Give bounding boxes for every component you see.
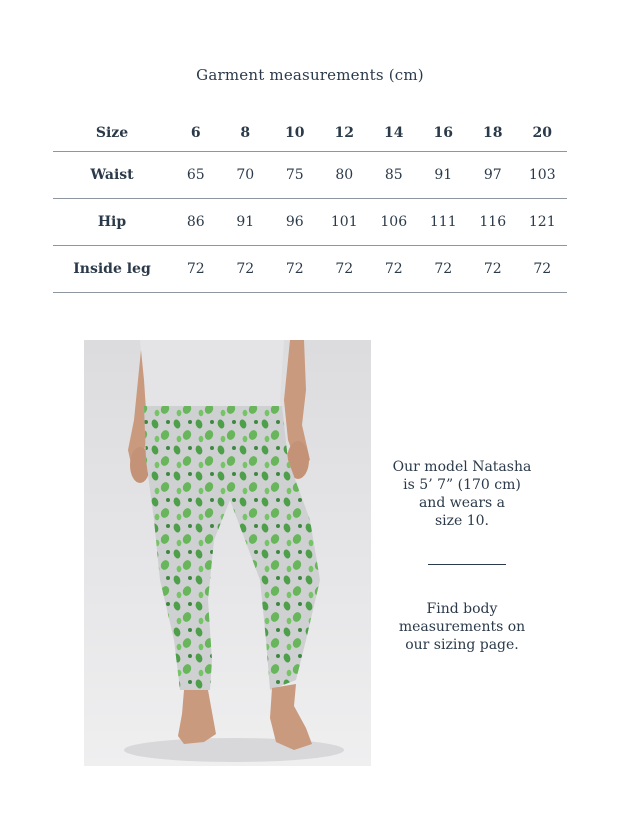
size-cell: 18 <box>483 124 503 141</box>
size-cell: 10 <box>285 124 305 141</box>
size-cell: 20 <box>532 124 552 141</box>
row-label: Waist <box>90 167 134 183</box>
size-header-row <box>53 114 567 152</box>
sizing-note-line: measurements on <box>398 619 526 635</box>
size-cell: 16 <box>433 124 453 141</box>
measurement-cell: 72 <box>236 261 255 277</box>
measurement-cell: 72 <box>384 261 403 277</box>
measurement-cell: 72 <box>483 261 502 277</box>
measurement-cell: 106 <box>380 214 408 230</box>
measurement-cell: 121 <box>528 214 556 230</box>
measurement-cell: 96 <box>285 214 304 230</box>
measurement-cell: 86 <box>186 214 205 230</box>
measurement-cell: 75 <box>285 167 304 183</box>
table-row-inside-leg <box>53 246 567 293</box>
model-info-line: Our model Natasha <box>392 459 532 475</box>
measurement-cell: 72 <box>533 261 552 277</box>
sizing-note-line: Find body <box>426 601 498 617</box>
size-cell: 14 <box>384 124 404 141</box>
model-info-line: is 5’ 7” (170 cm) <box>403 477 521 493</box>
sizing-page-note <box>381 600 543 654</box>
measurement-cell: 97 <box>483 167 502 183</box>
measurement-cell: 116 <box>479 214 507 230</box>
table-row-waist <box>53 152 567 199</box>
divider-rule <box>428 564 506 565</box>
size-cell: 12 <box>334 124 354 141</box>
measurement-cell: 91 <box>434 167 453 183</box>
size-chart-table <box>53 114 567 293</box>
measurement-cell: 85 <box>384 167 403 183</box>
measurements-title: Garment measurements (cm) <box>196 66 424 84</box>
row-label: Hip <box>97 214 127 230</box>
model-info-text <box>381 458 543 530</box>
measurement-cell: 91 <box>236 214 255 230</box>
size-header-label: Size <box>95 124 129 141</box>
measurement-cell: 103 <box>528 167 556 183</box>
measurement-cell: 72 <box>335 261 354 277</box>
row-label: Inside leg <box>73 261 151 277</box>
measurement-cell: 65 <box>186 167 205 183</box>
model-info-line: and wears a <box>418 495 506 511</box>
size-cell: 8 <box>240 124 251 141</box>
measurement-cell: 72 <box>186 261 205 277</box>
measurement-cell: 72 <box>434 261 453 277</box>
model-illustration <box>84 340 371 766</box>
measurement-cell: 70 <box>236 167 255 183</box>
measurement-cell: 80 <box>335 167 354 183</box>
measurement-cell: 101 <box>330 214 358 230</box>
measurement-cell: 72 <box>285 261 304 277</box>
size-cell: 6 <box>190 124 201 141</box>
model-info-line: size 10. <box>434 513 490 529</box>
sizing-note-line: our sizing page. <box>405 637 519 653</box>
table-row-hip <box>53 199 567 246</box>
model-photo <box>84 340 371 766</box>
measurement-cell: 111 <box>429 214 457 230</box>
